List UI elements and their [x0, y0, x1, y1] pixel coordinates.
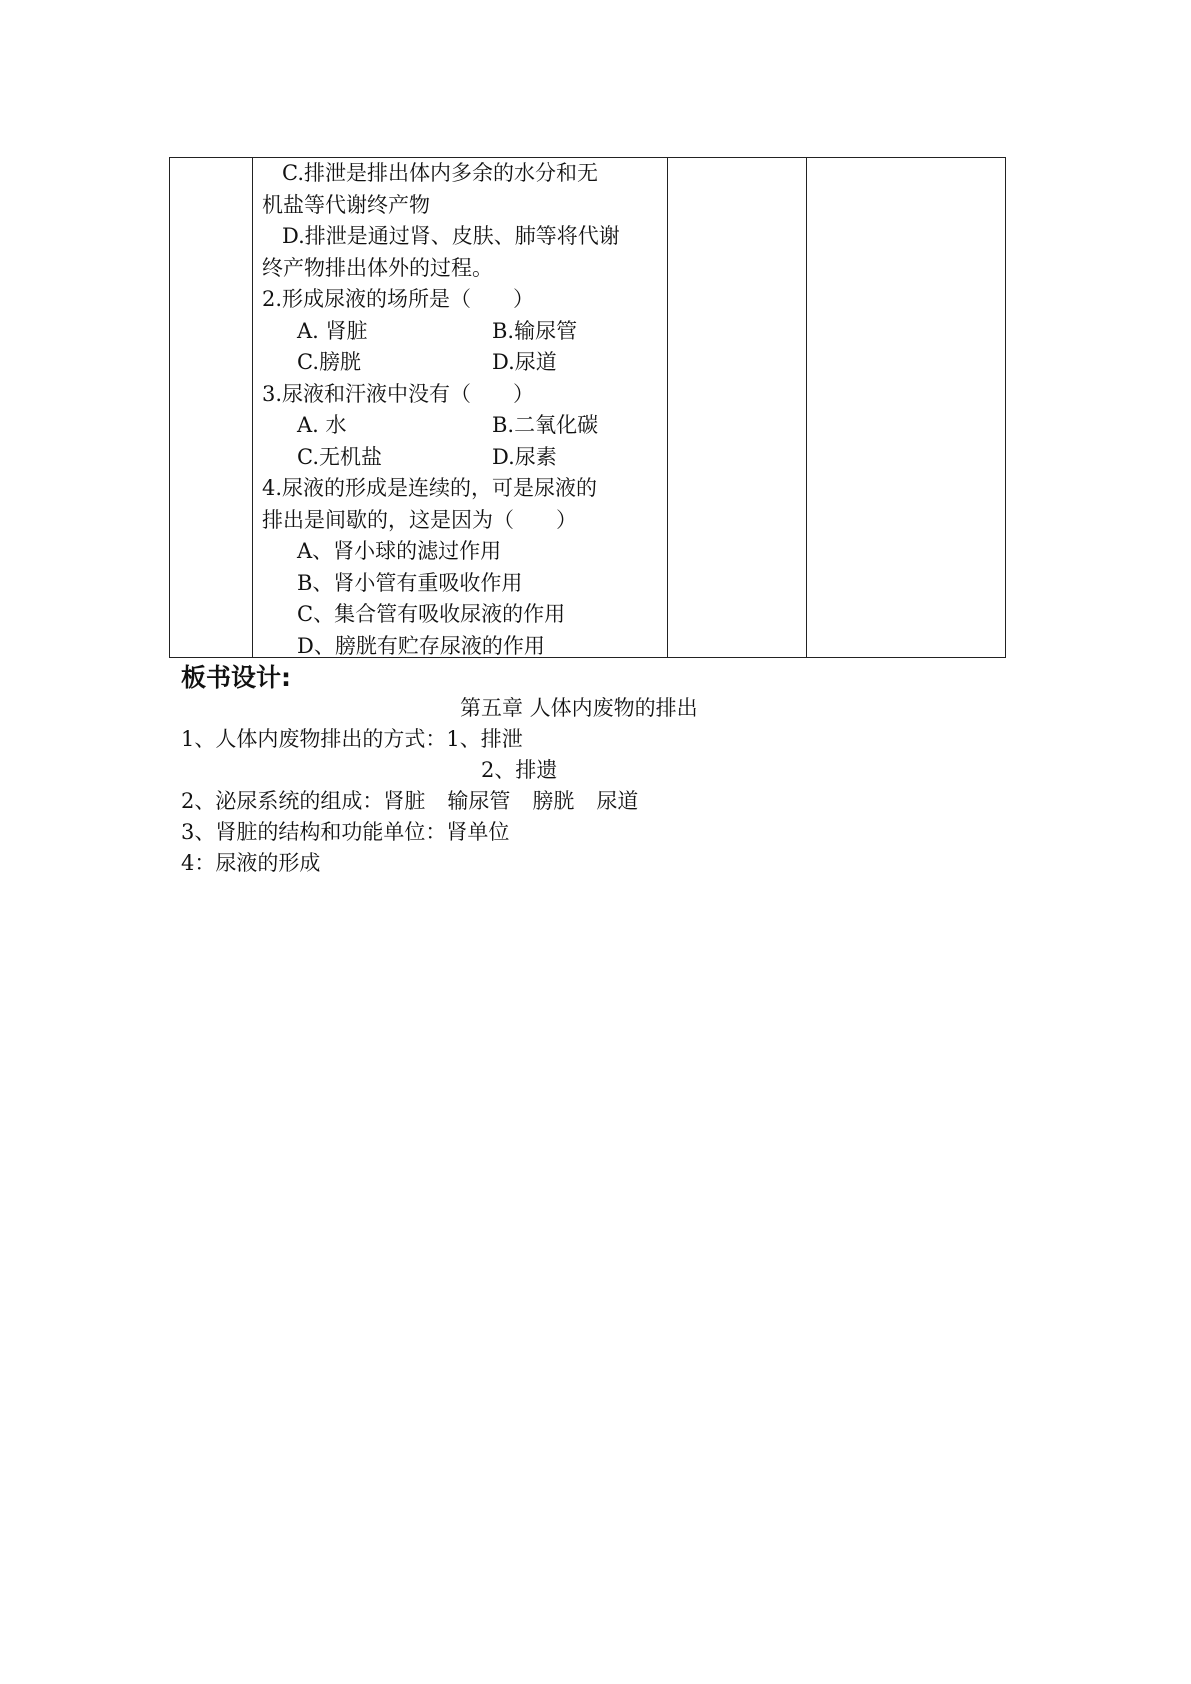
board-title: 第五章 人体内废物的排出 [460, 696, 698, 720]
question-stem: 2.形成尿液的场所是（ ） [262, 287, 535, 311]
board-line: 1、人体内废物排出的方式：1、排泄 [181, 727, 523, 751]
board-line: 4：尿液的形成 [181, 851, 321, 875]
board-line: 2、排遗 [481, 758, 558, 782]
question-stem: 4.尿液的形成是连续的，可是尿液的 [262, 476, 598, 500]
option: A、肾小球的滤过作用 [297, 539, 502, 563]
lesson-table [169, 157, 1006, 658]
question-text-line: 机盐等代谢终产物 [262, 192, 430, 217]
option: B、肾小管有重吸收作用 [297, 570, 523, 595]
option: D.尿素 [492, 444, 557, 469]
board-line [181, 786, 638, 817]
table-column-divider [252, 158, 253, 657]
board-text: 膀胱 [532, 789, 575, 813]
board-text: 2、泌尿系统的组成：肾脏 [181, 789, 426, 813]
question-stem: 排出是间歇的，这是因为（ ） [262, 507, 577, 532]
board-text: 尿道 [596, 789, 639, 813]
option-row [262, 347, 672, 379]
board-design-heading: 板书设计: [181, 663, 291, 692]
option: C.无机盐 [297, 444, 382, 469]
option: A. 水 [297, 413, 347, 437]
option-row [262, 442, 672, 474]
question-text-line: D.排泄是通过肾、皮肤、肺等将代谢 [282, 224, 620, 248]
option: D.尿道 [492, 350, 557, 374]
question-cell [262, 158, 672, 662]
option: B.二氧化碳 [492, 413, 599, 437]
option: C、集合管有吸收尿液的作用 [297, 602, 566, 626]
option-row [262, 410, 672, 442]
option: B.输尿管 [492, 318, 578, 343]
board-text: 输尿管 [447, 789, 511, 813]
question-text-line: 终产物排出体外的过程。 [262, 255, 493, 280]
table-column-divider [806, 158, 807, 657]
option: C.膀胱 [297, 350, 361, 374]
option-row [262, 316, 672, 348]
question-text-line: C.排泄是排出体内多余的水分和无 [282, 161, 598, 185]
board-line: 3、肾脏的结构和功能单位：肾单位 [181, 820, 510, 844]
question-stem: 3.尿液和汗液中没有（ ） [262, 381, 535, 406]
option: A. 肾脏 [297, 318, 368, 343]
option: D、膀胱有贮存尿液的作用 [297, 633, 545, 658]
